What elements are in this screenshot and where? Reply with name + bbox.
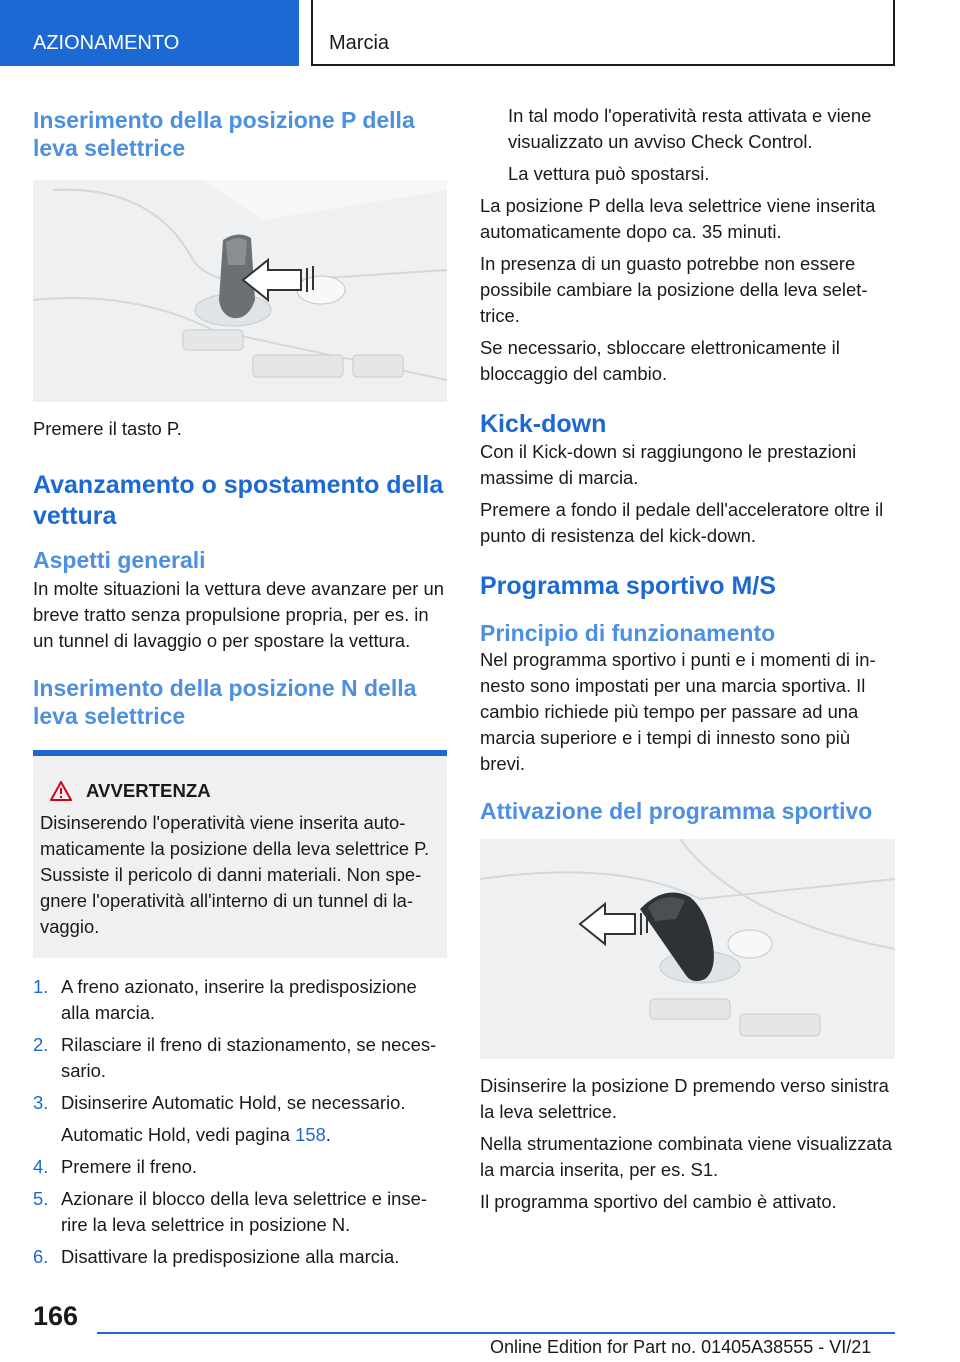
warning-box (33, 750, 447, 958)
paragraph-activate-2: Nella strumentazione combinata viene visualizzata la marcia inserita, per es. S1. (480, 1133, 892, 1180)
paragraph-general: In molte situazioni la vettura deve avanzare per un breve tratto senza propulsione propria, per es. in un tunnel di lavaggio o per spostare la vettura. (33, 578, 444, 651)
footer-edition: Online Edition for Part no. 01405A38555 - VI/21 (490, 1337, 872, 1357)
list-item: 6. Disattivare la predisposizione alla marcia. (33, 1246, 400, 1267)
paragraph-kick-down-1: Con il Kick-down si raggiungono le prestazioni massime di marcia. (480, 441, 857, 488)
steps-list (33, 974, 447, 1270)
paragraph-kick-down-2: Premere a fondo il pedale dell'acceleratore oltre il punto di resistenza del kick-down. (480, 499, 884, 546)
gear-selector-p-image (33, 180, 447, 402)
footer-divider (97, 1332, 895, 1334)
paragraph-continuation-2: La vettura può spostarsi. (508, 163, 710, 184)
heading-forward-movement: Avanzamento o spostamento della vettura (33, 471, 444, 530)
heading-activate-sport: Attivazione del programma sportivo (480, 798, 873, 824)
left-column (33, 96, 447, 1276)
paragraph-fault: In presenza di un guasto potrebbe non essere possibile cambiare la posizione della leva selettrice. (480, 253, 868, 326)
page-header-title: Marcia (311, 0, 895, 66)
heading-park-position: Inserimento della posizione P della leva selettrice (33, 107, 415, 161)
heading-principle: Principio di funzionamento (480, 620, 776, 646)
paragraph-auto-park: La posizione P della leva selettrice viene inserita automaticamente dopo ca. 35 minuti. (480, 195, 876, 242)
gear-selector-illustration-park (33, 180, 447, 402)
paragraph-activate-3: Il programma sportivo del cambio è attivato. (480, 1191, 837, 1212)
paragraph-continuation-1: In tal modo l'operatività resta attivata e viene visualizzato un avviso Check Control. (508, 105, 872, 152)
page-reference-link[interactable]: 158 (295, 1124, 326, 1145)
right-column (480, 103, 895, 1221)
cross-reference: Automatic Hold, vedi pagina 158. (61, 1124, 331, 1145)
list-item: 3. Disinserire Automatic Hold, se necessario. (33, 1092, 406, 1113)
warning-title (50, 780, 437, 802)
list-item: 5. Azionare il blocco della leva selettrice e inserire la leva selettrice in posizione N. (33, 1188, 427, 1235)
list-item: 4. Premere il freno. (33, 1156, 197, 1177)
paragraph-activate-1: Disinserire la posizione D premendo verso sinistra la leva selettrice. (480, 1075, 889, 1122)
heading-general-aspects: Aspetti generali (33, 547, 206, 573)
heading-kick-down: Kick-down (480, 410, 607, 438)
warning-text: Disinserendo l'operatività viene inserita automaticamente la posizione della leva selettrice P. Sussiste il pericolo di danni materiali. Non spegnere l'operatività all'interno di un tunnel di lavaggio. (40, 812, 430, 937)
warning-triangle-icon (50, 781, 72, 801)
paragraph-principle: Nel programma sportivo i punti e i momenti di innesto sono impostati per una marcia sportiva. Il cambio richiede più tempo per passare ad una marcia superiore e i tempi di innesto sono più brevi. (480, 649, 876, 774)
heading-neutral-position: Inserimento della posizione N della leva selettrice (33, 675, 417, 729)
warning-label: AVVERTENZA (86, 780, 211, 801)
section-tab: AZIONAMENTO (0, 0, 299, 66)
page-number: 166 (33, 1301, 79, 1331)
gear-selector-sport-image (480, 839, 895, 1059)
paragraph-unlock: Se necessario, sbloccare elettronicamente il bloccaggio del cambio. (480, 337, 840, 384)
gear-selector-illustration-sport (480, 839, 895, 1059)
list-item: 2. Rilasciare il freno di stazionamento, se necessario. (33, 1034, 437, 1081)
instruction-press-p: Premere il tasto P. (33, 418, 182, 439)
heading-sport-program: Programma sportivo M/S (480, 572, 776, 600)
list-item: 1. A freno azionato, inserire la predisposizione alla marcia. (33, 976, 417, 1023)
